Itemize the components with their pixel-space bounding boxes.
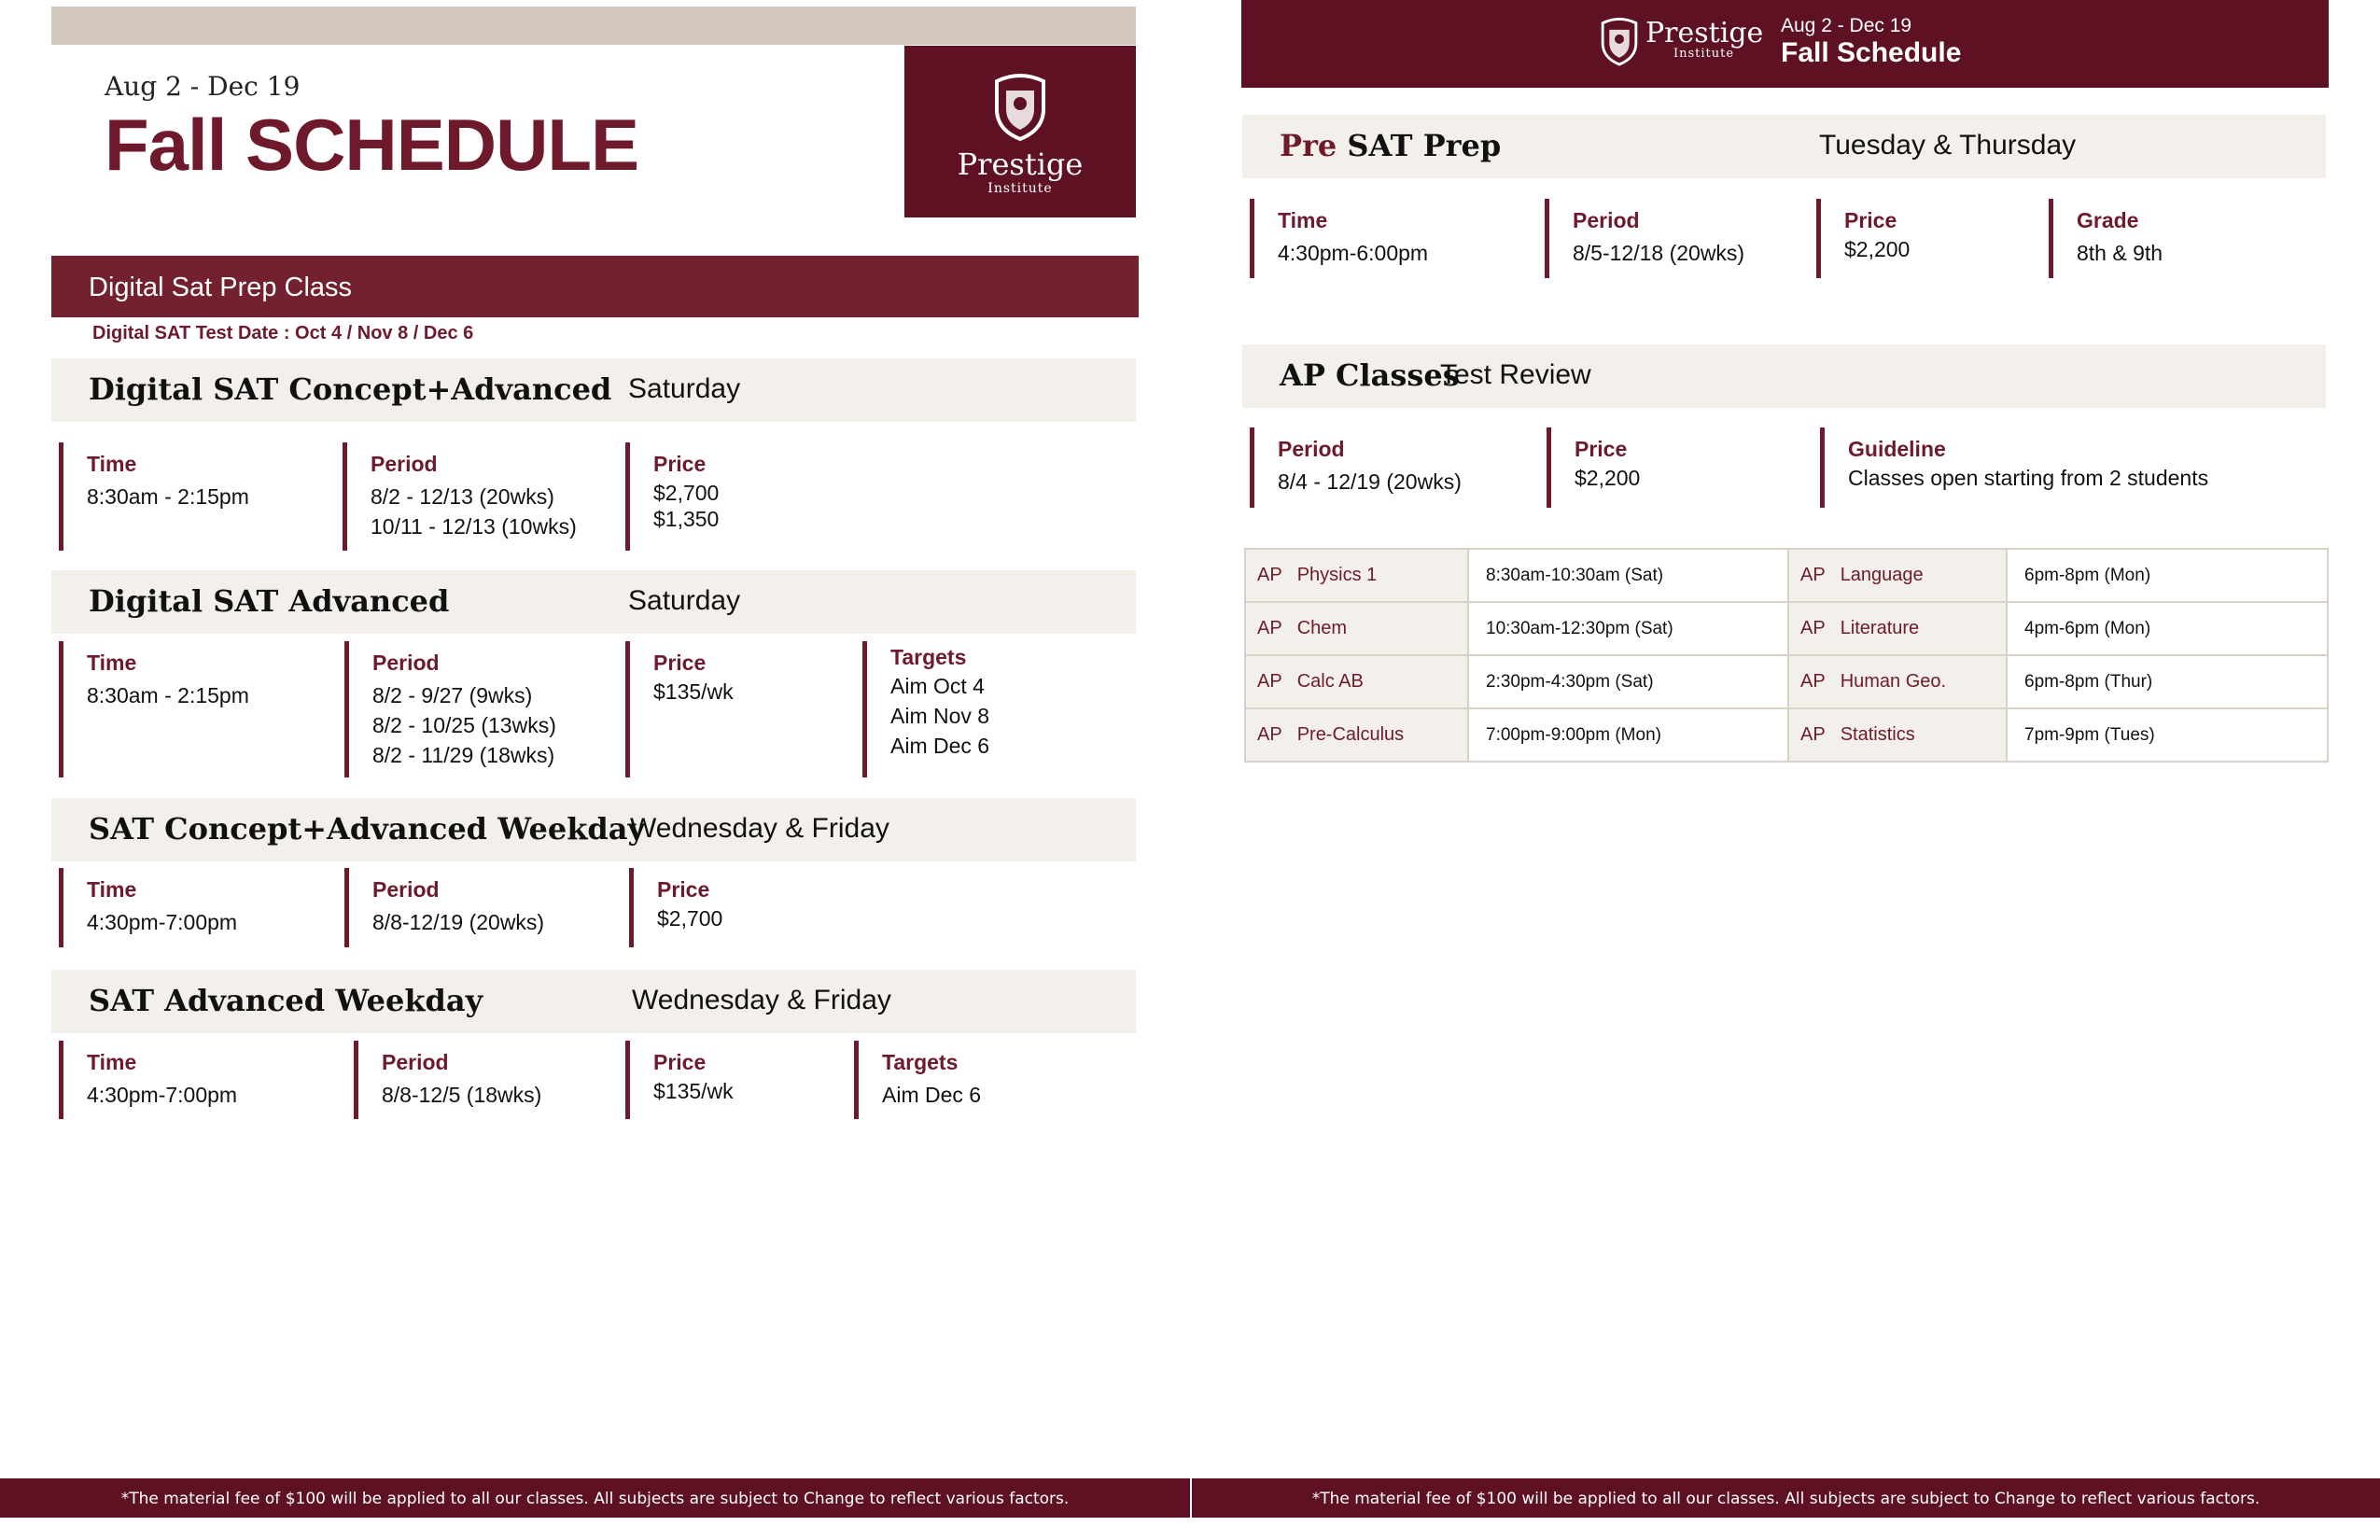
guideline-label: Guideline <box>1848 437 1946 461</box>
course-days: Tuesday & Thursday <box>1819 130 2077 161</box>
time-column <box>59 442 249 551</box>
section-title: Digital Sat Prep Class <box>51 256 1139 317</box>
price-label: Price <box>1575 437 1628 461</box>
subject-cell: AP Calc AB <box>1245 655 1468 708</box>
price-label: Price <box>653 1050 707 1074</box>
date-range: Aug 2 - Dec 19 <box>1781 15 1912 36</box>
subject-cell: AP Language <box>1788 549 2007 602</box>
ap-schedule-table <box>1244 548 2329 763</box>
target-value: Aim Dec 6 <box>890 734 990 758</box>
course-header <box>51 358 1136 422</box>
price-column <box>625 442 719 551</box>
price-value: $2,700 <box>653 481 720 505</box>
course-name <box>1280 128 1501 163</box>
target-value: Aim Nov 8 <box>890 704 990 728</box>
period-value: 10/11 - 12/13 (10wks) <box>371 514 577 539</box>
period-label: Period <box>372 651 440 675</box>
subject-cell: AP Human Geo. <box>1788 655 2007 708</box>
price-column <box>625 1041 734 1119</box>
course-header <box>1242 115 2326 178</box>
subject-cell: AP Physics 1 <box>1245 549 1468 602</box>
time-value: 4:30pm-6:00pm <box>1278 241 1429 265</box>
footer-note: *The material fee of $100 will be applied to all our classes. All subjects are subject to Change to reflect various factors. <box>1192 1478 2380 1518</box>
targets-column <box>854 1041 981 1119</box>
right-header <box>1241 0 2329 88</box>
period-label: Period <box>382 1050 449 1074</box>
top-decor-bar <box>51 7 1136 45</box>
time-label: Time <box>87 651 137 675</box>
time-value: 8:30am - 2:15pm <box>87 683 249 707</box>
time-column <box>59 868 237 947</box>
course-header <box>51 798 1136 861</box>
time-cell: 7pm-9pm (Tues) <box>2007 708 2328 762</box>
period-label: Period <box>1278 437 1345 461</box>
course-subtitle: Test Review <box>1440 359 1591 390</box>
time-cell: 2:30pm-4:30pm (Sat) <box>1468 655 1788 708</box>
price-label: Price <box>1844 208 1897 232</box>
crest-icon <box>987 72 1053 141</box>
page-title: Fall SCHEDULE <box>105 104 639 186</box>
crest-icon <box>1596 15 1643 67</box>
subject-cell: AP Chem <box>1245 602 1468 655</box>
course-name-main: SAT Prep <box>1347 128 1502 163</box>
period-value: 8/5-12/18 (20wks) <box>1573 241 1745 265</box>
targets-label: Targets <box>890 645 967 669</box>
period-label: Period <box>1573 208 1640 232</box>
period-column <box>1545 199 1744 278</box>
time-value: 8:30am - 2:15pm <box>87 484 249 509</box>
guideline-value: Classes open starting from 2 students <box>1848 466 2209 490</box>
time-column <box>59 641 249 777</box>
period-value: 8/2 - 11/29 (18wks) <box>372 743 555 767</box>
targets-label: Targets <box>882 1050 959 1074</box>
time-label: Time <box>87 1050 137 1074</box>
period-value: 8/2 - 12/13 (20wks) <box>371 484 554 509</box>
period-column <box>354 1041 541 1119</box>
period-value: 8/8-12/5 (18wks) <box>382 1083 542 1107</box>
course-name: SAT Concept+Advanced Weekday <box>89 811 646 847</box>
period-label: Period <box>372 877 440 902</box>
course-days: Wednesday & Friday <box>630 813 889 844</box>
time-cell: 8:30am-10:30am (Sat) <box>1468 549 1788 602</box>
time-column <box>59 1041 237 1119</box>
logo-sub: Institute <box>1673 47 1735 61</box>
price-value: $135/wk <box>653 679 734 704</box>
period-column <box>344 641 556 777</box>
table-row <box>1245 655 2328 708</box>
grade-column <box>2049 199 2163 278</box>
test-date: Digital SAT Test Date : Oct 4 / Nov 8 / Dec 6 <box>92 323 474 343</box>
course-header <box>51 970 1136 1033</box>
date-range: Aug 2 - Dec 19 <box>105 71 301 102</box>
targets-column <box>862 641 989 777</box>
time-label: Time <box>1278 208 1328 232</box>
course-days: Saturday <box>628 373 741 404</box>
time-column <box>1250 199 1428 278</box>
page-title: Fall Schedule <box>1781 37 1962 68</box>
price-column <box>629 868 722 947</box>
subject-cell: AP Literature <box>1788 602 2007 655</box>
price-label: Price <box>653 651 707 675</box>
grade-value: 8th & 9th <box>2077 241 2163 265</box>
pre-label: Pre <box>1280 128 1337 163</box>
price-column <box>625 641 734 777</box>
price-column <box>1816 199 1910 278</box>
course-name: Digital SAT Advanced <box>89 583 450 619</box>
grade-label: Grade <box>2077 208 2139 232</box>
price-label: Price <box>657 877 710 902</box>
logo-name: Prestige <box>1645 17 1764 49</box>
table-row <box>1245 549 2328 602</box>
subject-cell: AP Pre-Calculus <box>1245 708 1468 762</box>
time-cell: 6pm-8pm (Mon) <box>2007 549 2328 602</box>
course-days: Wednesday & Friday <box>632 985 891 1015</box>
period-value: 8/2 - 9/27 (9wks) <box>372 683 533 707</box>
table-row <box>1245 602 2328 655</box>
subject-cell: AP Statistics <box>1788 708 2007 762</box>
logo-name: Prestige <box>957 147 1084 182</box>
time-cell: 7:00pm-9:00pm (Mon) <box>1468 708 1788 762</box>
price-value: $2,700 <box>657 906 723 931</box>
price-column <box>1547 427 1640 508</box>
period-label: Period <box>371 452 438 476</box>
course-days: Saturday <box>628 585 741 616</box>
guideline-column <box>1820 427 2208 508</box>
course-header <box>1242 344 2326 408</box>
table-row <box>1245 708 2328 762</box>
course-name: SAT Advanced Weekday <box>89 983 483 1018</box>
time-cell: 4pm-6pm (Mon) <box>2007 602 2328 655</box>
period-value: 8/4 - 12/19 (20wks) <box>1278 469 1462 494</box>
time-cell: 10:30am-12:30pm (Sat) <box>1468 602 1788 655</box>
period-column <box>1250 427 1462 508</box>
period-column <box>344 868 544 947</box>
period-column <box>343 442 577 551</box>
time-value: 4:30pm-7:00pm <box>87 1083 238 1107</box>
price-value: $135/wk <box>653 1079 734 1103</box>
target-value: Aim Oct 4 <box>890 674 985 698</box>
footer-note: *The material fee of $100 will be applied to all our classes. All subjects are subject to Change to reflect various factors. <box>0 1478 1190 1518</box>
time-value: 4:30pm-7:00pm <box>87 910 238 934</box>
course-name: AP Classes <box>1280 357 1460 393</box>
time-cell: 6pm-8pm (Thur) <box>2007 655 2328 708</box>
course-header <box>51 570 1136 634</box>
course-name: Digital SAT Concept+Advanced <box>89 371 612 407</box>
price-label: Price <box>653 452 707 476</box>
logo-sub: Institute <box>987 181 1053 196</box>
period-value: 8/8-12/19 (20wks) <box>372 910 545 934</box>
time-label: Time <box>87 877 137 902</box>
logo <box>904 46 1136 217</box>
target-value: Aim Dec 6 <box>882 1083 982 1107</box>
time-label: Time <box>87 452 137 476</box>
price-value: $1,350 <box>653 507 720 531</box>
price-value: $2,200 <box>1575 466 1641 490</box>
price-value: $2,200 <box>1844 237 1911 261</box>
period-value: 8/2 - 10/25 (13wks) <box>372 713 556 737</box>
